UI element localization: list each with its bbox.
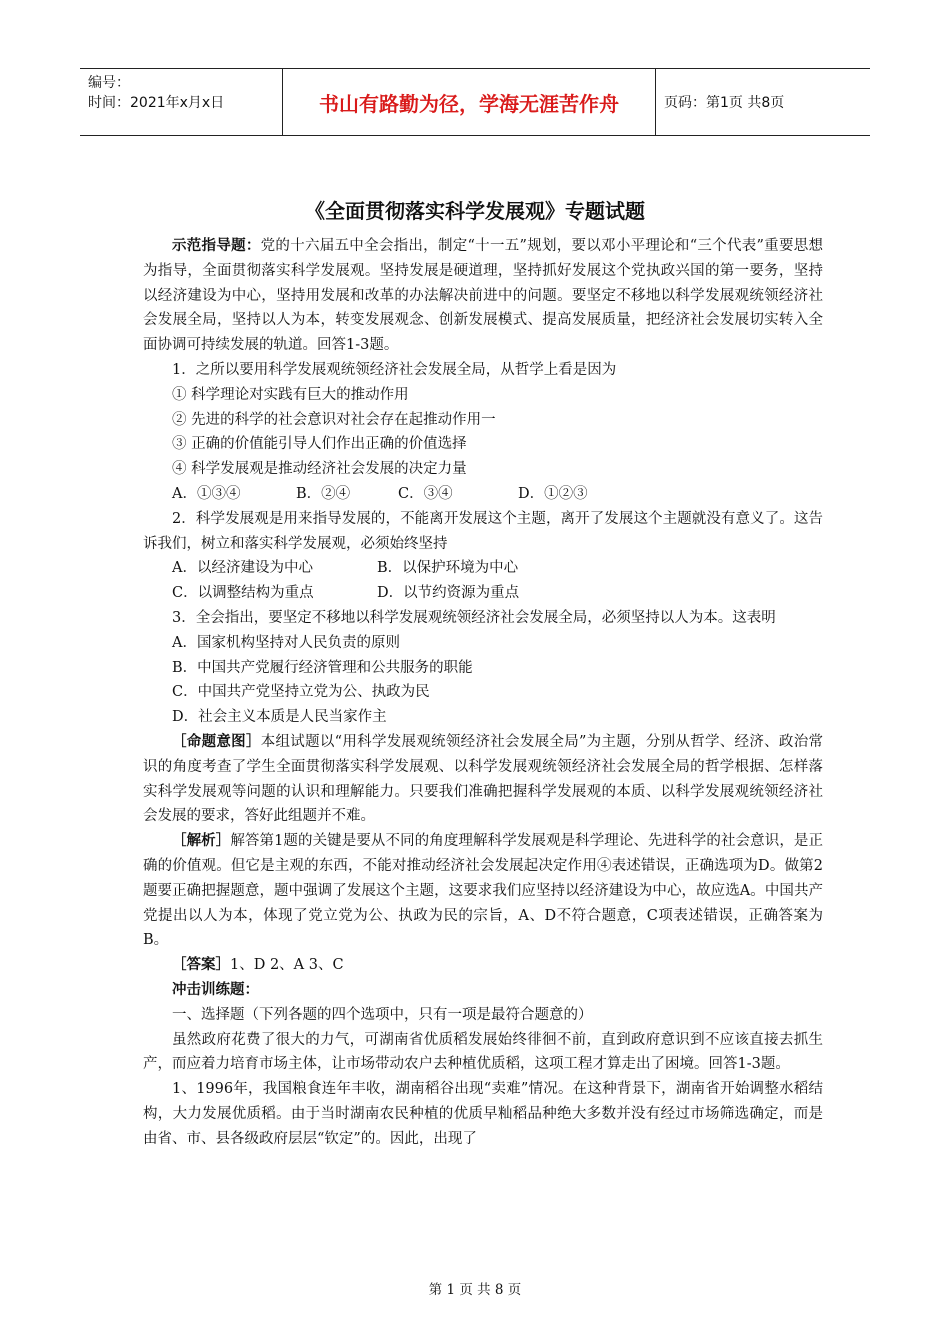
doc-time-label: 时间：2021年x月x日 (88, 95, 225, 111)
q3-option-d: D．社会主义本质是人民当家作主 (172, 709, 387, 726)
intent-text: 本组试题以“用科学发展观统领经济社会发展全局”为主题，分别从哲学、经济、政治常识的角度考查了学生全面贯彻落实科学发展观、以科学发展观统领经济社会发展全局的哲学根据、怎样落实科学发展观等问题的认识和理解能力。只要我们准确把握科学发展观的本质、以科学发展观统领经济社会发展的要求，答好此组题并不难。 (143, 733, 824, 825)
intent-paragraph (143, 730, 823, 829)
q1-item: ③ 正确的价值能引导人们作出正确的价值选择 (172, 436, 467, 453)
document-header (80, 68, 870, 136)
header-meta (80, 69, 282, 135)
analysis-text: 解答第1题的关键是要从不同的角度理解科学发展观是科学理论、先进科学的社会意识，是正确的价值观。但它是主观的东西，不能对推动经济社会发展起决定作用④表述错误，正确选项为D。做第2题要正确把握题意，题中强调了发展这个主题，这要求我们应坚持以经济建设为中心，故应选A。中国共产党提出以人为本，体现了党立党为公、执政为民的宗旨，A、D不符合题意，C项表述错误，正确答案为B。 (143, 833, 823, 949)
intent-label: ［命题意图］ (172, 732, 261, 750)
guide-label: 示范指导题： (172, 237, 261, 254)
answer-text: 1、D 2、A 3、C (230, 957, 344, 974)
header-motto: 书山有路勤为径，学海无涯苦作舟 (282, 69, 656, 135)
answer-paragraph (143, 953, 823, 978)
practice-label: 冲击训练题： (172, 980, 259, 998)
q3-option-c: C．中国共产党坚持立党为公、执政为民 (172, 684, 430, 701)
doc-number-label: 编号： (88, 75, 130, 91)
q1-option-b: B．②④ (296, 485, 351, 502)
q3-stem: 3．全会指出，要坚定不移地以科学发展观统领经济社会发展全局，必须坚持以人为本。这表明 (172, 609, 776, 626)
analysis-label: ［解析］ (172, 832, 231, 850)
document-body (143, 234, 823, 1151)
answer-label: ［答案］ (172, 956, 230, 974)
header-page-info: 页码：第1页 共8页 (664, 95, 785, 111)
q1-item: ④ 科学发展观是推动经济社会发展的决定力量 (172, 461, 467, 478)
practice-q1-text: 年，我国粮食连年丰收，湖南稻谷出现“卖难”情况。在这种背景下，湖南省开始调整水稻结构，大力发展优质稻。由于当时湖南农民种植的优质早籼稻品种绝大多数并没有经过市场筛选确定，而是由省、市、县各级政府层层“钦定”的。因此，出现了 (143, 1081, 823, 1147)
q1-option-d: D．①②③ (518, 485, 588, 502)
guide-text: 党的十六届五中全会指出，制定“十一五”规划，要以邓小平理论和“三个代表”重要思想为指导，全面贯彻落实科学发展观。坚持发展是硬道理，坚持抓好发展这个党执政兴国的第一要务，坚持以经济建设为中心，坚持用发展和改革的办法解决前进中的问题。要坚定不移地以科学发展观统领经济社会发展全局，坚持以人为本，转变发展观念、创新发展模式、提高发展质量，把经济社会发展切实转入全面协调可持续发展的轨道。回答1-3题。 (143, 238, 824, 354)
guide-paragraph (143, 234, 823, 358)
practice-q1-number: 1、1996 (172, 1081, 234, 1098)
page-title: 《全面贯彻落实科学发展观》专题试题 (305, 199, 645, 223)
page-footer: 第 1 页 共 8 页 (428, 1282, 522, 1298)
q1-item: ② 先进的科学的社会意识对社会存在起推动作用一 (172, 411, 496, 428)
q2-options-row (143, 556, 823, 581)
q1-stem: 1．之所以要用科学发展观统领经济社会发展全局，从哲学上看是因为 (172, 361, 617, 378)
q1-option-a: A．①③④ (172, 485, 241, 502)
q3-option-a: A．国家机构坚持对人民负责的原则 (172, 634, 400, 651)
q2-option-a: A．以经济建设为中心 (172, 560, 313, 577)
practice-section-heading: 一、选择题（下列各题的四个选项中，只有一项是最符合题意的） (172, 1006, 593, 1023)
q2-options-row (143, 581, 823, 606)
analysis-paragraph (143, 829, 823, 953)
practice-intro: 虽然政府花费了很大的力气，可湖南省优质稻发展始终徘徊不前，直到政府意识到不应该直接去抓生产，而应着力培育市场主体，让市场带动农户去种植优质稻，这项工程才算走出了困境。回答1-3题。 (143, 1031, 823, 1073)
q3-option-b: B．中国共产党履行经济管理和公共服务的职能 (172, 659, 473, 676)
q1-item: ① 科学理论对实践有巨大的推动作用 (172, 386, 409, 403)
q2-option-c: C．以调整结构为重点 (172, 585, 314, 602)
q1-option-c: C．③④ (398, 485, 453, 502)
q2-stem: 2．科学发展观是用来指导发展的，不能离开发展这个主题，离开了发展这个主题就没有意义了。这告诉我们，树立和落实科学发展观，必须始终坚持 (143, 510, 823, 552)
q2-option-b: B．以保护环境为中心 (377, 560, 519, 577)
practice-q1 (143, 1077, 823, 1151)
q1-options (143, 482, 823, 507)
q2-option-d: D．以节约资源为重点 (377, 585, 520, 602)
